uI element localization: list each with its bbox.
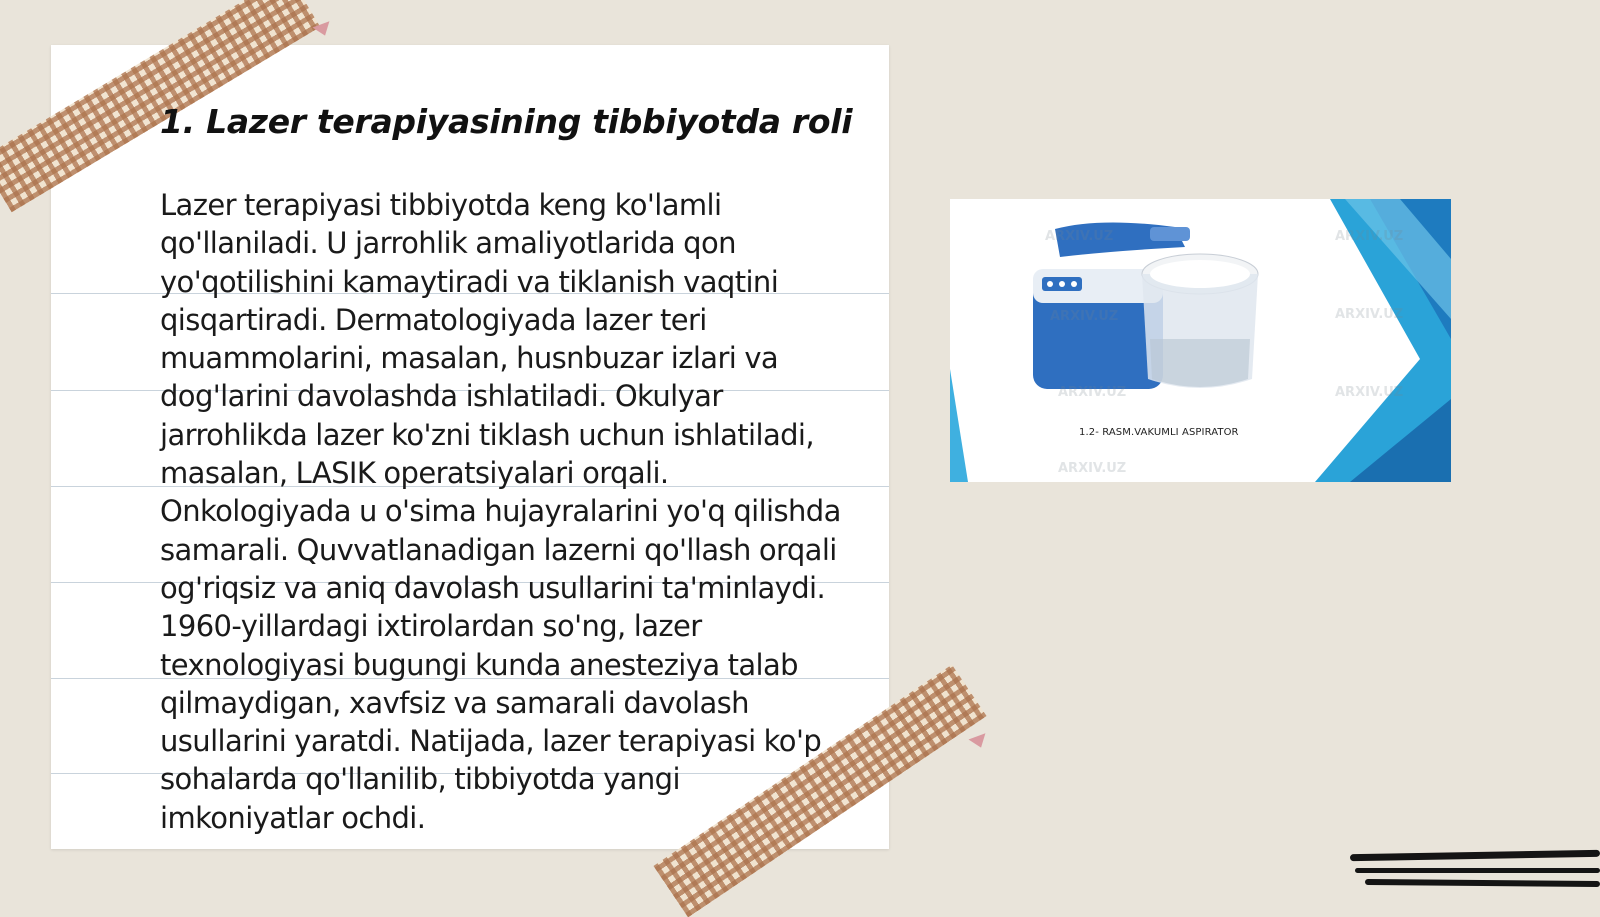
watermark: ARXIV.UZ bbox=[1335, 385, 1404, 400]
watermark: ARXIV.UZ bbox=[1335, 229, 1404, 244]
brush-stroke bbox=[1365, 879, 1600, 887]
watermark: ARXIV.UZ bbox=[1045, 229, 1114, 244]
tape-tip-icon bbox=[968, 733, 989, 750]
watermark: ARXIV.UZ bbox=[1335, 307, 1404, 322]
watermark: ARXIV.UZ bbox=[1058, 385, 1127, 400]
watermark: ARXIV.UZ bbox=[1050, 309, 1119, 324]
watermark: ARXIV.UZ bbox=[1058, 461, 1127, 476]
figure-caption: 1.2- RASM.VAKUMLI ASPIRATOR bbox=[1079, 427, 1239, 438]
brush-stroke bbox=[1355, 868, 1600, 873]
slide-body-text: Lazer terapiyasi tibbiyotda keng ko'lamli qo'llaniladi. U jarrohlik amaliyotlarida qon yo'qotilishini kamaytiradi va tiklanish vaqtini qisqartiradi. Dermatologiyada lazer teri muammolarini, masalan, husnbuzar izlari va dog'larini davolashda ishlatiladi. Okulyar jarrohlikda lazer ko'zni tiklash uchun ishlatiladi, masalan, LASIK operatsiyalari orqali. Onkologiyada u o'sima hujayralarini yo'q qilishda samarali. Quvvatlanadigan lazerni qo'llash orqali og'riqsiz va aniq davolash usullarini ta'minlaydi. 1960-yillardagi ixtirolardan so'ng, lazer texnologiyasi bugungi kunda anesteziya talab qilmaydigan, xavfsiz va samarali davolash usullarini yaratdi. Natijada, lazer terapiyasi ko'p sohalarda qo'llanilib, tibbiyotda yangi imkoniyatlar ochdi. bbox=[160, 188, 841, 835]
brush-stroke bbox=[1350, 850, 1600, 861]
slide-title: 1. Lazer terapiyasining tibbiyotda roli bbox=[160, 102, 853, 141]
aspirator-image bbox=[950, 199, 1451, 482]
